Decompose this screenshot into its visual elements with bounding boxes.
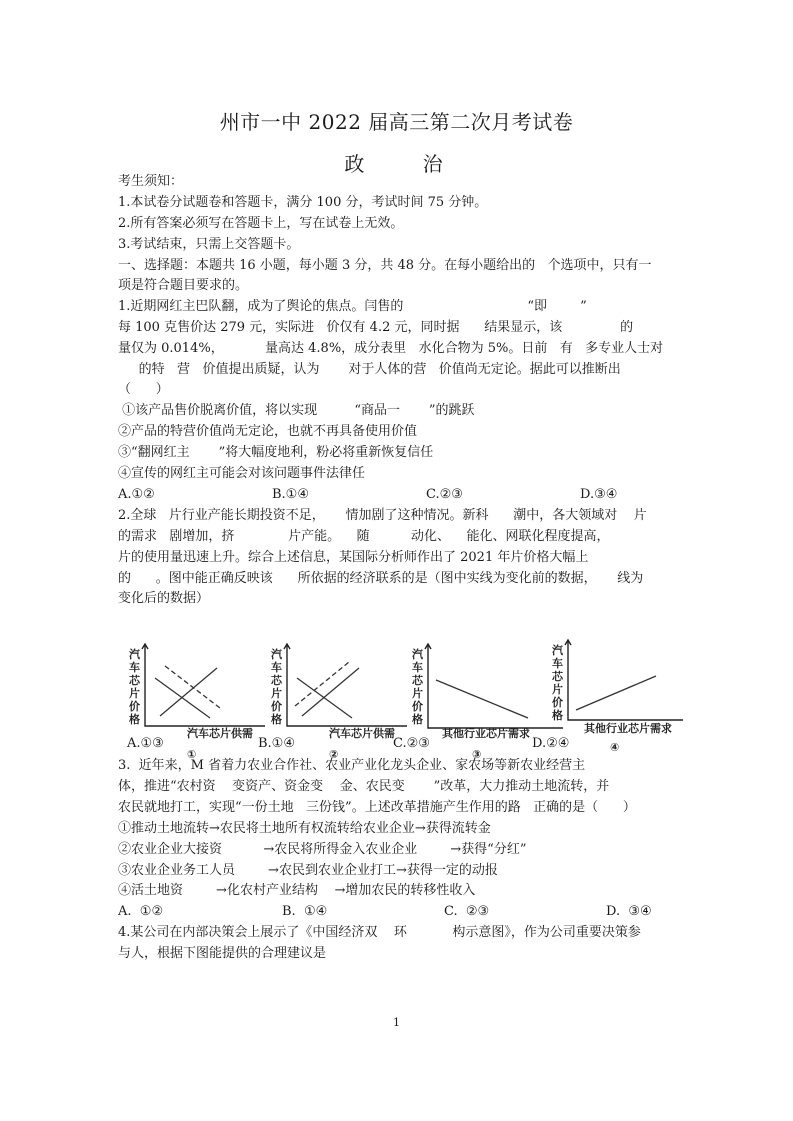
question-1-option-a: A.①② — [118, 487, 155, 502]
section-heading: 一、选择题：本题共 16 小题，每小题 3 分，共 48 分。在每小题给出的 个选项中，只有一 — [118, 258, 652, 273]
question-2-option-d: D.②④ — [532, 736, 570, 751]
question-3-option-d: D. ③④ — [606, 904, 652, 919]
svg-text:车: 车 — [271, 661, 282, 674]
question-3-statement: ①推动土地流转→农民将土地所有权流转给农业企业→获得流转金 — [118, 821, 491, 836]
question-1-text: 量仅为 0.014%， 量高达 4.8%，成分表里 水化合物为 5%。日前 有 多专业人士对 — [118, 341, 664, 356]
graph-1-xlabel: 汽车芯片供需 — [187, 727, 253, 740]
svg-text:车: 车 — [412, 661, 423, 674]
graph-4-axes — [568, 640, 683, 720]
graph-3-number: ③ — [472, 748, 482, 761]
exam-title: 州市一中 2022 届高三第二次月考试卷 — [219, 110, 574, 134]
svg-text:格: 格 — [271, 713, 282, 726]
graph-4-ylabel: 汽 — [552, 644, 563, 657]
svg-text:车: 车 — [129, 661, 140, 674]
page-number: 1 — [393, 1016, 400, 1029]
svg-text:价: 价 — [552, 696, 563, 709]
question-1-statement: ③“翻网红主 ”将大幅度地利，粉必将重新恢复信任 — [118, 445, 434, 460]
graph-2-number: ② — [329, 748, 339, 761]
notice-item: 2.所有答案必须写在答题卡上，写在试卷上无效。 — [118, 216, 404, 231]
graph-3-axes — [428, 644, 563, 728]
svg-text:格: 格 — [552, 709, 563, 722]
svg-text:格: 格 — [412, 713, 423, 726]
graph-2-supply-line — [302, 668, 359, 716]
question-1-option-d: D.③④ — [580, 487, 618, 502]
graph-1-supply-line — [160, 668, 217, 716]
svg-text:格: 格 — [129, 713, 140, 726]
question-2-text: 变化后的数据） — [118, 591, 210, 606]
question-1-text: 1.近期网红主巴队翻，成为了舆论的焦点。闫售的 “即 ” — [118, 299, 587, 314]
graph-3-ylabel: 汽 — [412, 648, 423, 661]
question-2-text: 片的使用量迅速上升。综合上述信息，某国际分析师作出了 2021 年片价格大幅上 — [118, 550, 589, 565]
graph-4-number: ④ — [610, 741, 620, 754]
question-1-text: 的特 营 价值提出质疑，认为 对于人体的营 价值尚无定论。据此可以推断出 — [118, 362, 621, 377]
question-4-text: 与人，根据下图能提供的合理建议是 — [118, 946, 327, 961]
graph-1-demand-line — [155, 678, 210, 718]
question-1-statement: ④宣传的网红主可能会对该问题事件法律任 — [118, 466, 366, 481]
graph-2-xlabel: 汽车芯片供需 — [329, 727, 395, 740]
question-1-option-c: C.②③ — [426, 487, 463, 502]
svg-text:价: 价 — [271, 700, 282, 713]
question-1-statement: ②产品的特营价值尚无定论，也就不再具备使用价值 — [118, 424, 418, 439]
graph-3-line — [436, 680, 528, 718]
svg-text:片: 片 — [412, 687, 423, 700]
svg-text:片: 片 — [129, 687, 140, 700]
question-2-option-a: A.①③ — [127, 736, 164, 751]
question-3-statement: ②农业企业大接资 →农民将所得金入农业企业 →获得“分红” — [118, 842, 527, 857]
svg-text:芯: 芯 — [271, 674, 282, 687]
graph-2-ylabel: 汽 — [271, 648, 282, 661]
question-3-option-b: B. ①④ — [282, 904, 328, 919]
notice-heading: 考生须知： — [118, 174, 184, 189]
svg-text:芯: 芯 — [552, 670, 563, 683]
question-1-text: 每 100 克售价达 279 元，实际进 价仅有 4.2 元，同时据 结果显示，该 的 — [118, 320, 634, 335]
question-4-text: 4.某公司在内部决策会上展示了《中国经济双 环 构示意图》，作为公司重要决策参 — [118, 925, 641, 940]
question-3-option-c: C. ②③ — [444, 904, 490, 919]
exam-subject: 政 治 — [344, 152, 469, 176]
question-3-option-a: A. ①② — [118, 904, 164, 919]
question-2-option-c: C.②③ — [393, 736, 430, 751]
svg-text:芯: 芯 — [129, 674, 140, 687]
notice-item: 1.本试卷分试题卷和答题卡，满分 100 分，考试时间 75 分钟。 — [118, 195, 488, 210]
graph-4-line — [576, 676, 656, 710]
question-2-text: 2.全球 片行业产能长期投资不足， 情加剧了这种情况。新科 潮中，各大领域对 片 — [118, 508, 647, 523]
question-1-statement: ①该产品售价脱离价值，将以实现 “商品一 ”的跳跃 — [118, 403, 475, 418]
graph-1-number: ① — [187, 748, 197, 761]
graph-1-ylabel: 汽 — [129, 648, 140, 661]
notice-item: 3.考试结束，只需上交答题卡。 — [118, 237, 300, 252]
svg-text:车: 车 — [552, 657, 563, 670]
svg-text:芯: 芯 — [412, 674, 423, 687]
svg-text:片: 片 — [552, 683, 563, 696]
svg-text:片: 片 — [271, 687, 282, 700]
graph-4-xlabel: 其他行业芯片需求 — [584, 722, 672, 735]
svg-text:价: 价 — [129, 700, 140, 713]
question-1-option-b: B.①④ — [272, 487, 309, 502]
question-2-option-b: B.①④ — [258, 736, 295, 751]
question-2-text: 的需求 剧增加，挤 片产能。 随 动化、 能化、网联化程度提高， — [118, 529, 610, 544]
question-1-bracket: （ ） — [118, 382, 169, 397]
graph-3-xlabel: 其他行业芯片需求 — [442, 727, 530, 740]
question-2-text: 的 。图中能正确反映该 所依据的经济联系的是（图中实线为变化前的数据， 线为 — [118, 571, 644, 586]
question-3-text: 体，推进“农村资 变资产、资金变 金、农民变 ”改革，大力推动土地流转，并 — [118, 779, 610, 794]
svg-text:价: 价 — [412, 700, 423, 713]
question-3-statement: ③农业企业务工人员 →农民到农业企业打工→获得一定的动报 — [118, 863, 498, 878]
section-heading-cont: 项是符合题目要求的。 — [118, 278, 249, 293]
question-3-statement: ④活土地资 →化农村产业结构 →增加农民的转移性收入 — [118, 883, 476, 898]
question-3-text: 3. 近年来，M 省着力农业合作社、农业产业化龙头企业、家农场等新农业经营主 — [118, 758, 586, 773]
question-3-text: 农民就地打工，实现“一份土地 三份钱”。上述改革措施产生作用的路 正确的是（ ） — [118, 800, 636, 815]
